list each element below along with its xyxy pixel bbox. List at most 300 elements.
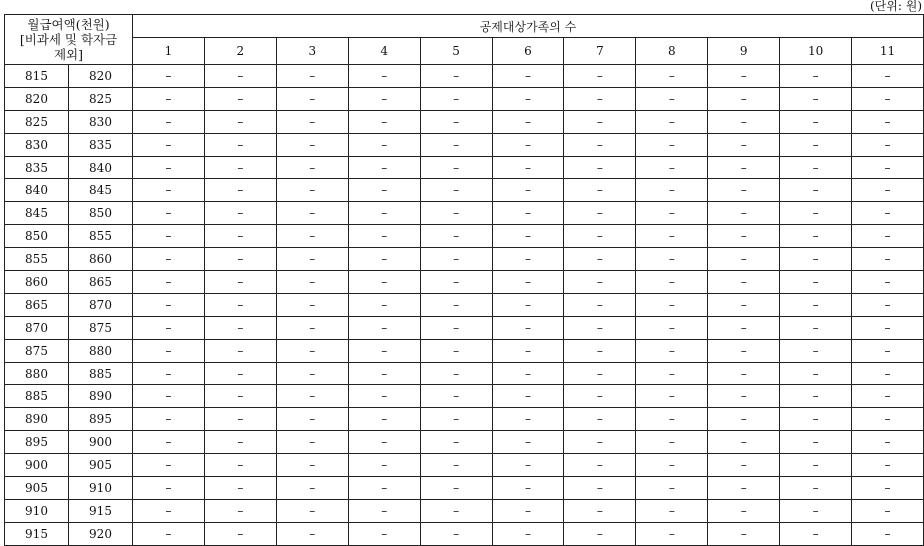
tax-cell: – [780,362,852,385]
tax-cell: – [636,339,708,362]
range-from-cell: 880 [5,362,69,385]
tax-cell: – [420,408,492,431]
tax-cell: – [420,110,492,133]
tax-cell: – [564,499,636,522]
tax-cell: – [564,454,636,477]
range-to-cell: 900 [69,431,133,454]
range-to-cell: 840 [69,156,133,179]
count-header-row [5,38,924,65]
tax-cell: – [852,225,924,248]
tax-cell: – [780,110,852,133]
tax-cell: – [276,248,348,271]
range-to-cell: 920 [69,522,133,545]
table-row [5,271,924,294]
tax-cell: – [133,110,205,133]
count-header-10: 10 [780,38,852,65]
tax-cell: – [492,202,564,225]
tax-cell: – [708,133,780,156]
income-header-line3: 제외] [53,47,84,62]
tax-cell: – [708,408,780,431]
tax-cell: – [636,271,708,294]
range-to-cell: 825 [69,87,133,110]
tax-cell: – [348,65,420,88]
tax-cell: – [852,499,924,522]
tax-cell: – [276,65,348,88]
tax-cell: – [708,293,780,316]
table-row [5,522,924,545]
tax-cell: – [276,499,348,522]
range-to-cell: 845 [69,179,133,202]
tax-cell: – [276,385,348,408]
tax-cell: – [564,339,636,362]
tax-cell: – [780,202,852,225]
tax-cell: – [348,156,420,179]
tax-cell: – [780,522,852,545]
tax-cell: – [636,65,708,88]
table-row [5,385,924,408]
range-to-cell: 905 [69,454,133,477]
tax-cell: – [852,156,924,179]
range-to-cell: 865 [69,271,133,294]
tax-cell: – [420,271,492,294]
table-row [5,248,924,271]
range-to-cell: 870 [69,293,133,316]
tax-cell: – [564,156,636,179]
range-from-cell: 900 [5,454,69,477]
tax-cell: – [780,133,852,156]
range-to-cell: 895 [69,408,133,431]
tax-cell: – [348,431,420,454]
tax-cell: – [133,431,205,454]
tax-cell: – [204,408,276,431]
tax-cell: – [852,454,924,477]
range-to-cell: 880 [69,339,133,362]
range-from-cell: 905 [5,477,69,500]
tax-cell: – [348,454,420,477]
tax-cell: – [564,271,636,294]
tax-cell: – [276,110,348,133]
table-row [5,225,924,248]
table-row [5,179,924,202]
tax-cell: – [708,225,780,248]
tax-cell: – [133,499,205,522]
tax-cell: – [492,499,564,522]
tax-cell: – [564,202,636,225]
tax-cell: – [420,316,492,339]
tax-cell: – [708,499,780,522]
tax-cell: – [420,248,492,271]
tax-cell: – [204,271,276,294]
tax-cell: – [204,522,276,545]
tax-cell: – [708,522,780,545]
tax-cell: – [492,477,564,500]
tax-cell: – [708,110,780,133]
tax-cell: – [852,431,924,454]
tax-cell: – [708,65,780,88]
tax-cell: – [564,293,636,316]
tax-cell: – [420,87,492,110]
tax-cell: – [492,339,564,362]
range-to-cell: 820 [69,65,133,88]
table-row [5,316,924,339]
tax-cell: – [348,408,420,431]
tax-cell: – [133,408,205,431]
tax-cell: – [133,202,205,225]
tax-cell: – [852,316,924,339]
tax-cell: – [708,362,780,385]
tax-cell: – [204,110,276,133]
tax-cell: – [780,499,852,522]
tax-cell: – [564,65,636,88]
tax-cell: – [276,408,348,431]
tax-cell: – [852,293,924,316]
tax-cell: – [492,156,564,179]
tax-cell: – [276,339,348,362]
tax-cell: – [133,522,205,545]
tax-cell: – [636,156,708,179]
tax-cell: – [204,385,276,408]
range-from-cell: 815 [5,65,69,88]
tax-cell: – [564,316,636,339]
tax-cell: – [852,248,924,271]
tax-cell: – [348,316,420,339]
tax-cell: – [780,65,852,88]
tax-cell: – [276,156,348,179]
tax-cell: – [708,87,780,110]
tax-cell: – [636,454,708,477]
tax-cell: – [636,316,708,339]
range-to-cell: 915 [69,499,133,522]
table-body [5,65,924,546]
tax-cell: – [780,293,852,316]
tax-cell: – [708,339,780,362]
tax-cell: – [276,87,348,110]
tax-cell: – [348,362,420,385]
range-to-cell: 830 [69,110,133,133]
tax-cell: – [636,362,708,385]
tax-cell: – [420,477,492,500]
count-header-5: 5 [420,38,492,65]
tax-cell: – [204,133,276,156]
tax-cell: – [348,385,420,408]
tax-cell: – [852,110,924,133]
tax-cell: – [564,362,636,385]
tax-cell: – [420,362,492,385]
tax-cell: – [204,499,276,522]
tax-cell: – [348,271,420,294]
tax-cell: – [492,133,564,156]
tax-cell: – [133,133,205,156]
table-row [5,133,924,156]
tax-cell: – [636,431,708,454]
tax-cell: – [492,110,564,133]
tax-cell: – [492,65,564,88]
tax-cell: – [492,271,564,294]
range-to-cell: 910 [69,477,133,500]
count-header-1: 1 [133,38,205,65]
range-from-cell: 855 [5,248,69,271]
tax-cell: – [780,316,852,339]
tax-cell: – [204,65,276,88]
tax-cell: – [420,499,492,522]
count-header-4: 4 [348,38,420,65]
tax-cell: – [492,87,564,110]
table-row [5,408,924,431]
tax-cell: – [492,522,564,545]
table-row [5,110,924,133]
table-row [5,431,924,454]
tax-cell: – [780,339,852,362]
tax-cell: – [492,179,564,202]
count-header-2: 2 [204,38,276,65]
tax-cell: – [636,179,708,202]
tax-cell: – [276,202,348,225]
tax-cell: – [708,454,780,477]
tax-cell: – [564,522,636,545]
tax-cell: – [564,477,636,500]
tax-cell: – [348,110,420,133]
tax-cell: – [852,65,924,88]
range-to-cell: 885 [69,362,133,385]
tax-cell: – [636,133,708,156]
range-to-cell: 860 [69,248,133,271]
tax-cell: – [133,271,205,294]
tax-cell: – [636,248,708,271]
tax-cell: – [133,225,205,248]
count-header-7: 7 [564,38,636,65]
tax-cell: – [708,477,780,500]
tax-cell: – [420,179,492,202]
tax-cell: – [564,87,636,110]
unit-label: (단위: 원) [870,0,922,13]
tax-cell: – [133,65,205,88]
tax-cell: – [204,156,276,179]
header-row [5,15,924,38]
range-from-cell: 910 [5,499,69,522]
tax-cell: – [204,179,276,202]
tax-cell: – [204,362,276,385]
tax-cell: – [204,431,276,454]
range-from-cell: 875 [5,339,69,362]
tax-cell: – [636,385,708,408]
tax-cell: – [348,179,420,202]
tax-table [4,14,924,546]
tax-cell: – [780,431,852,454]
tax-cell: – [852,87,924,110]
tax-cell: – [133,293,205,316]
tax-cell: – [636,499,708,522]
tax-cell: – [204,87,276,110]
tax-cell: – [780,271,852,294]
tax-cell: – [780,248,852,271]
tax-cell: – [204,477,276,500]
tax-cell: – [204,293,276,316]
tax-cell: – [780,385,852,408]
tax-cell: – [636,87,708,110]
tax-cell: – [564,179,636,202]
tax-cell: – [852,477,924,500]
tax-cell: – [133,385,205,408]
tax-cell: – [708,248,780,271]
tax-cell: – [348,499,420,522]
tax-cell: – [852,408,924,431]
tax-cell: – [852,179,924,202]
tax-cell: – [276,133,348,156]
tax-cell: – [133,477,205,500]
range-from-cell: 915 [5,522,69,545]
tax-cell: – [420,339,492,362]
tax-cell: – [852,339,924,362]
tax-cell: – [276,225,348,248]
table-row [5,202,924,225]
tax-cell: – [420,293,492,316]
tax-cell: – [636,408,708,431]
tax-cell: – [276,362,348,385]
tax-cell: – [780,179,852,202]
range-to-cell: 890 [69,385,133,408]
tax-cell: – [564,408,636,431]
tax-cell: – [492,431,564,454]
tax-cell: – [133,179,205,202]
tax-cell: – [564,248,636,271]
tax-cell: – [564,385,636,408]
tax-cell: – [133,454,205,477]
tax-cell: – [204,316,276,339]
tax-cell: – [420,385,492,408]
tax-cell: – [420,522,492,545]
tax-cell: – [636,477,708,500]
table-row [5,65,924,88]
range-from-cell: 840 [5,179,69,202]
tax-cell: – [636,202,708,225]
tax-cell: – [780,408,852,431]
tax-cell: – [852,133,924,156]
tax-cell: – [492,293,564,316]
tax-cell: – [564,110,636,133]
tax-cell: – [420,133,492,156]
tax-cell: – [492,385,564,408]
tax-cell: – [564,431,636,454]
income-header-line1: 월급여액(천원) [27,17,110,32]
count-header-8: 8 [636,38,708,65]
tax-cell: – [636,225,708,248]
tax-cell: – [133,339,205,362]
range-from-cell: 835 [5,156,69,179]
range-from-cell: 865 [5,293,69,316]
tax-cell: – [492,454,564,477]
tax-cell: – [133,362,205,385]
table-row [5,362,924,385]
tax-cell: – [564,133,636,156]
table-row [5,477,924,500]
tax-cell: – [348,293,420,316]
range-from-cell: 830 [5,133,69,156]
tax-cell: – [276,271,348,294]
range-from-cell: 860 [5,271,69,294]
tax-cell: – [276,454,348,477]
tax-cell: – [852,362,924,385]
tax-cell: – [204,339,276,362]
table-row [5,293,924,316]
range-from-cell: 890 [5,408,69,431]
table-row [5,156,924,179]
range-to-cell: 875 [69,316,133,339]
table-row [5,499,924,522]
tax-cell: – [348,477,420,500]
tax-cell: – [780,454,852,477]
range-to-cell: 850 [69,202,133,225]
tax-cell: – [133,87,205,110]
count-header-6: 6 [492,38,564,65]
tax-cell: – [420,202,492,225]
tax-cell: – [636,522,708,545]
tax-cell: – [852,202,924,225]
tax-cell: – [420,431,492,454]
tax-cell: – [420,225,492,248]
tax-cell: – [492,362,564,385]
tax-cell: – [204,248,276,271]
tax-cell: – [708,385,780,408]
tax-cell: – [564,225,636,248]
tax-cell: – [708,316,780,339]
tax-cell: – [204,225,276,248]
tax-cell: – [204,202,276,225]
tax-cell: – [204,454,276,477]
tax-cell: – [780,477,852,500]
tax-cell: – [708,271,780,294]
tax-cell: – [420,156,492,179]
tax-cell: – [276,522,348,545]
tax-cell: – [636,293,708,316]
tax-cell: – [348,87,420,110]
tax-cell: – [780,225,852,248]
tax-cell: – [852,271,924,294]
range-from-cell: 850 [5,225,69,248]
count-header-3: 3 [276,38,348,65]
tax-cell: – [492,316,564,339]
count-header-9: 9 [708,38,780,65]
tax-cell: – [708,431,780,454]
range-from-cell: 885 [5,385,69,408]
tax-cell: – [348,522,420,545]
tax-cell: – [492,408,564,431]
tax-cell: – [708,179,780,202]
range-to-cell: 835 [69,133,133,156]
range-from-cell: 825 [5,110,69,133]
tax-cell: – [492,248,564,271]
range-to-cell: 855 [69,225,133,248]
tax-cell: – [133,316,205,339]
table-row [5,87,924,110]
dependents-header: 공제대상가족의 수 [133,15,924,38]
tax-cell: – [133,156,205,179]
tax-cell: – [276,477,348,500]
tax-cell: – [636,110,708,133]
tax-cell: – [852,385,924,408]
tax-cell: – [420,65,492,88]
income-header-line2: [비과세 및 학자금 [19,32,118,47]
tax-cell: – [348,225,420,248]
range-from-cell: 870 [5,316,69,339]
tax-cell: – [780,156,852,179]
tax-cell: – [348,133,420,156]
table-row [5,339,924,362]
tax-cell: – [276,316,348,339]
tax-cell: – [708,156,780,179]
tax-cell: – [780,87,852,110]
range-from-cell: 895 [5,431,69,454]
tax-cell: – [492,225,564,248]
